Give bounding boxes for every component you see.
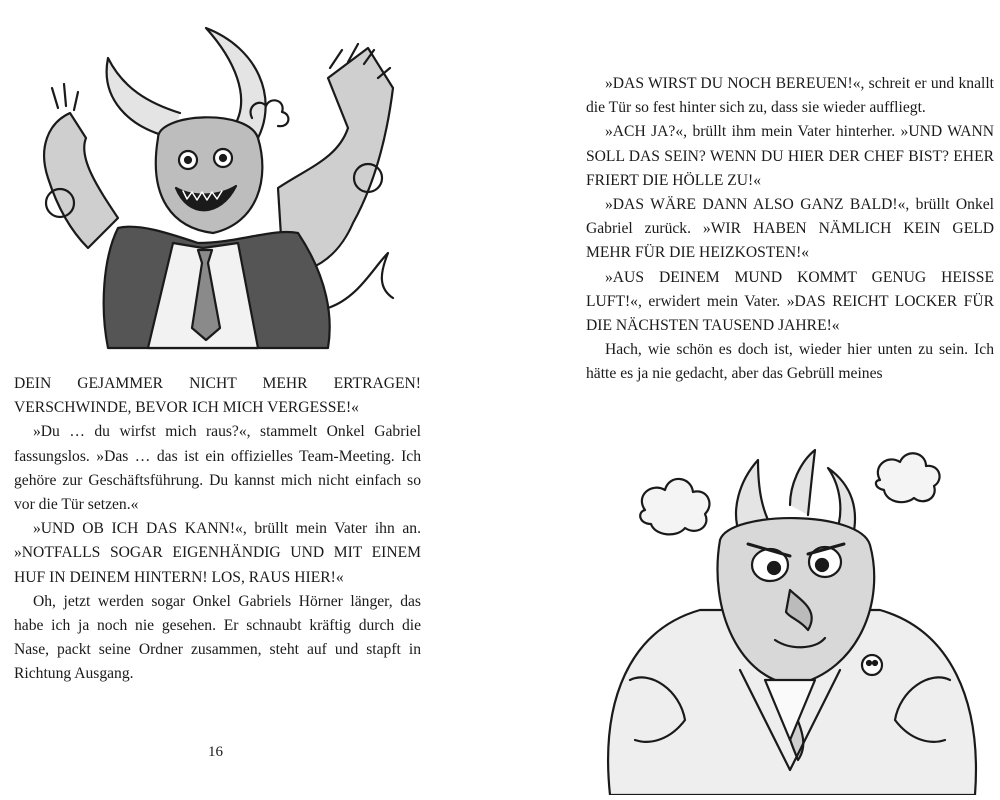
page-number: 16 (208, 744, 223, 760)
right-page (500, 0, 1000, 800)
left-page-text (14, 372, 421, 687)
paragraph: »AUS DEINEM MUND KOMMT GENUG HEISSE LUFT!«, erwidert mein Vater. »DAS REICHT LOCKER FÜR DIE NÄCHSTEN TAUSEND JAHRE!« (586, 268, 994, 335)
right-page-text (586, 72, 994, 387)
angry-horned-devil-in-suit-illustration (590, 440, 990, 795)
paragraph: Oh, jetzt werden sogar Onkel Gabriels Hörner länger, das habe ich ja noch nie gesehen. Er schnaubt kräftig durch die Nase, packt seine Ordner zusammen, steht auf und stapft in Richtung Ausgang. (14, 592, 421, 683)
paragraph: Hach, wie schön es doch ist, wieder hier unten zu sein. Ich hätte es ja nie gedacht, aber das Gebrüll meines (586, 341, 994, 383)
paragraph: »UND OB ICH DAS KANN!«, brüllt mein Vater ihn an. »NOTFALLS SOGAR EIGENHÄNDIG UND MIT EINEM HUF IN DEINEM HINTERN! LOS, RAUS HIER!« (14, 520, 421, 586)
paragraph: »ACH JA?«, brüllt ihm mein Vater hinterher. »UND WANN SOLL DAS SEIN? WENN DU HIER DER CHEF BIST? EHER FRIERT DIE HÖLLE ZU!« (586, 123, 994, 189)
horned-demon-shouting-illustration (8, 18, 428, 358)
paragraph: »DAS WIRST DU NOCH BEREUEN!«, schreit er und knallt die Tür so fest hinter sich zu, dass sie wieder auffliegt. (586, 75, 994, 117)
paragraph: DEIN GEJAMMER NICHT MEHR ERTRAGEN! VERSCHWINDE, BEVOR ICH MICH VERGESSE!« (14, 375, 421, 417)
paragraph: »Du … du wirfst mich raus?«, stammelt Onkel Gabriel fassungslos. »Das … das ist ein offizielles Team-Meeting. Ich gehöre zur Geschäftsführung. Du kannst mich nicht einfach so vor die Tür setzen.« (14, 423, 421, 514)
paragraph: »DAS WÄRE DANN ALSO GANZ BALD!«, brüllt Onkel Gabriel zurück. »WIR HABEN NÄMLICH KEIN GELD MEHR FÜR DIE HEIZKOSTEN!« (586, 196, 994, 262)
